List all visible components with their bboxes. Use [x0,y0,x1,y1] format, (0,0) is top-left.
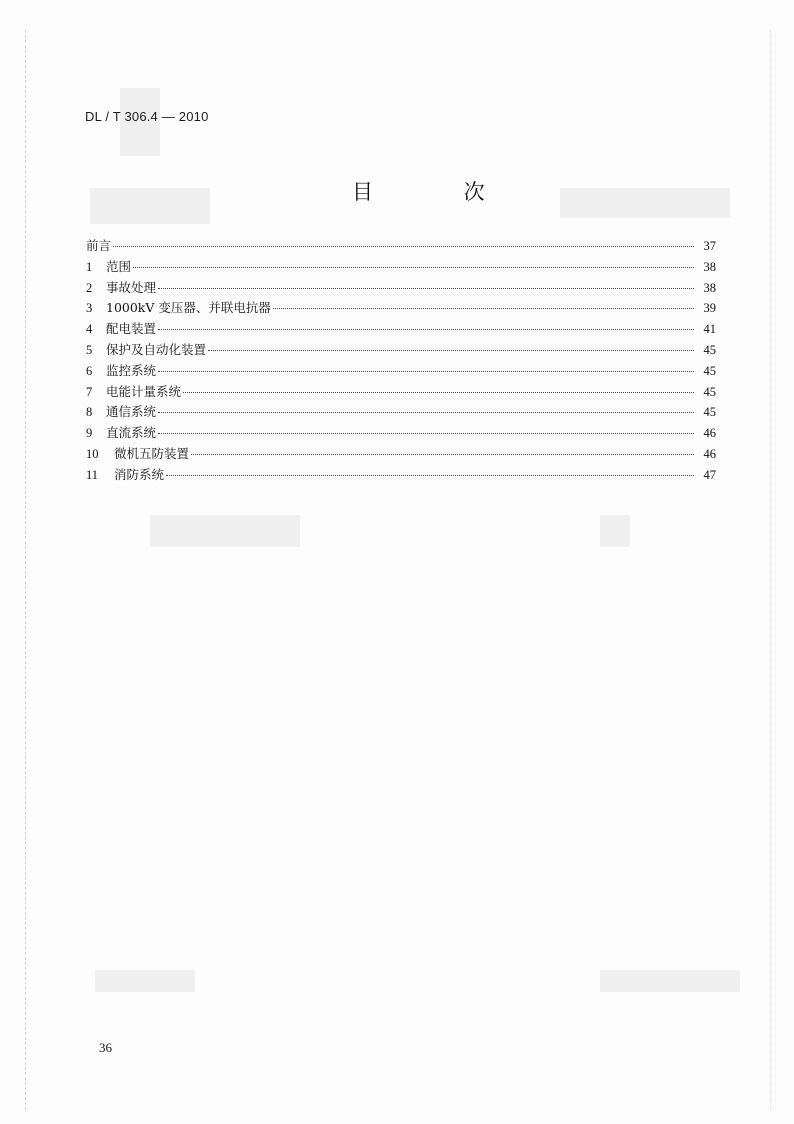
toc-leader-dots [158,433,694,434]
show-through-mark [600,970,740,992]
left-binding-line [25,30,26,1110]
right-margin-line [770,30,771,1110]
toc-entry-number: 3 [86,301,93,316]
toc-entry-page: 45 [703,342,716,357]
document-code: DL / T 306.4 — 2010 [85,109,209,124]
toc-entry[interactable] [86,444,716,465]
toc-entry[interactable] [86,236,716,257]
toc-leader-dots [133,267,694,268]
table-of-contents [86,236,716,486]
toc-entry[interactable] [86,257,716,278]
toc-entry-label: 前言 [86,238,112,253]
toc-entry-number: 10 [86,446,99,461]
page-title: 目 次 [352,180,527,204]
toc-entry-label: 微机五防装置 [114,445,190,461]
toc-entry-label: 保护及自动化装置 [106,341,207,357]
toc-entry-number: 5 [86,342,93,357]
toc-entry-number: 9 [86,426,93,441]
toc-entry-number: 11 [86,467,99,482]
toc-entry-label: 消防系统 [114,466,165,482]
toc-entry-page: 46 [703,446,716,461]
toc-entry-page: 45 [703,363,716,378]
toc-entry-label: 监控系统 [106,362,157,378]
toc-entry-number: 2 [86,280,93,295]
toc-entry-page: 38 [703,259,716,274]
toc-entry-label: 事故处理 [106,279,157,295]
show-through-mark [600,515,630,547]
toc-leader-dots [158,329,694,330]
toc-entry[interactable] [86,465,716,486]
toc-entry-page: 38 [703,280,716,295]
toc-entry-label: 电能计量系统 [106,383,182,399]
toc-leader-dots [208,350,694,351]
toc-entry[interactable] [86,382,716,403]
toc-leader-dots [183,392,694,393]
toc-leader-dots [166,475,694,476]
toc-entry-number: 8 [86,405,93,420]
toc-entry-label: 通信系统 [106,404,157,420]
toc-leader-dots [158,371,694,372]
toc-entry-number: 7 [86,384,93,399]
toc-entry[interactable] [86,278,716,299]
page-number: 36 [99,1040,112,1055]
toc-entry-label: 范围 [106,258,132,274]
toc-entry[interactable] [86,340,716,361]
toc-entry-page: 47 [703,467,716,482]
toc-leader-dots [273,308,694,309]
toc-entry-page: 45 [703,384,716,399]
toc-entry[interactable] [86,319,716,340]
show-through-mark [95,970,195,992]
toc-leader-dots [158,288,694,289]
toc-entry-number: 1 [86,259,93,274]
toc-leader-dots [113,246,694,247]
toc-entry-page: 41 [703,322,716,337]
show-through-mark [90,188,210,224]
toc-entry-number: 4 [86,322,93,337]
toc-entry-label: 配电装置 [106,321,157,337]
toc-entry[interactable] [86,402,716,423]
toc-entry[interactable] [86,298,716,319]
toc-entry-page: 45 [703,405,716,420]
toc-leader-dots [158,412,694,413]
toc-entry-page: 39 [703,301,716,316]
toc-leader-dots [191,454,694,455]
toc-entry[interactable] [86,361,716,382]
toc-entry-label: 直流系统 [106,425,157,441]
show-through-mark [150,515,300,547]
show-through-mark [560,188,730,218]
toc-entry[interactable] [86,423,716,444]
toc-entry-page: 46 [703,426,716,441]
toc-entry-label: 1000kV 变压器、并联电抗器 [106,300,271,316]
toc-entry-page: 37 [703,239,716,253]
toc-entry-number: 6 [86,363,93,378]
